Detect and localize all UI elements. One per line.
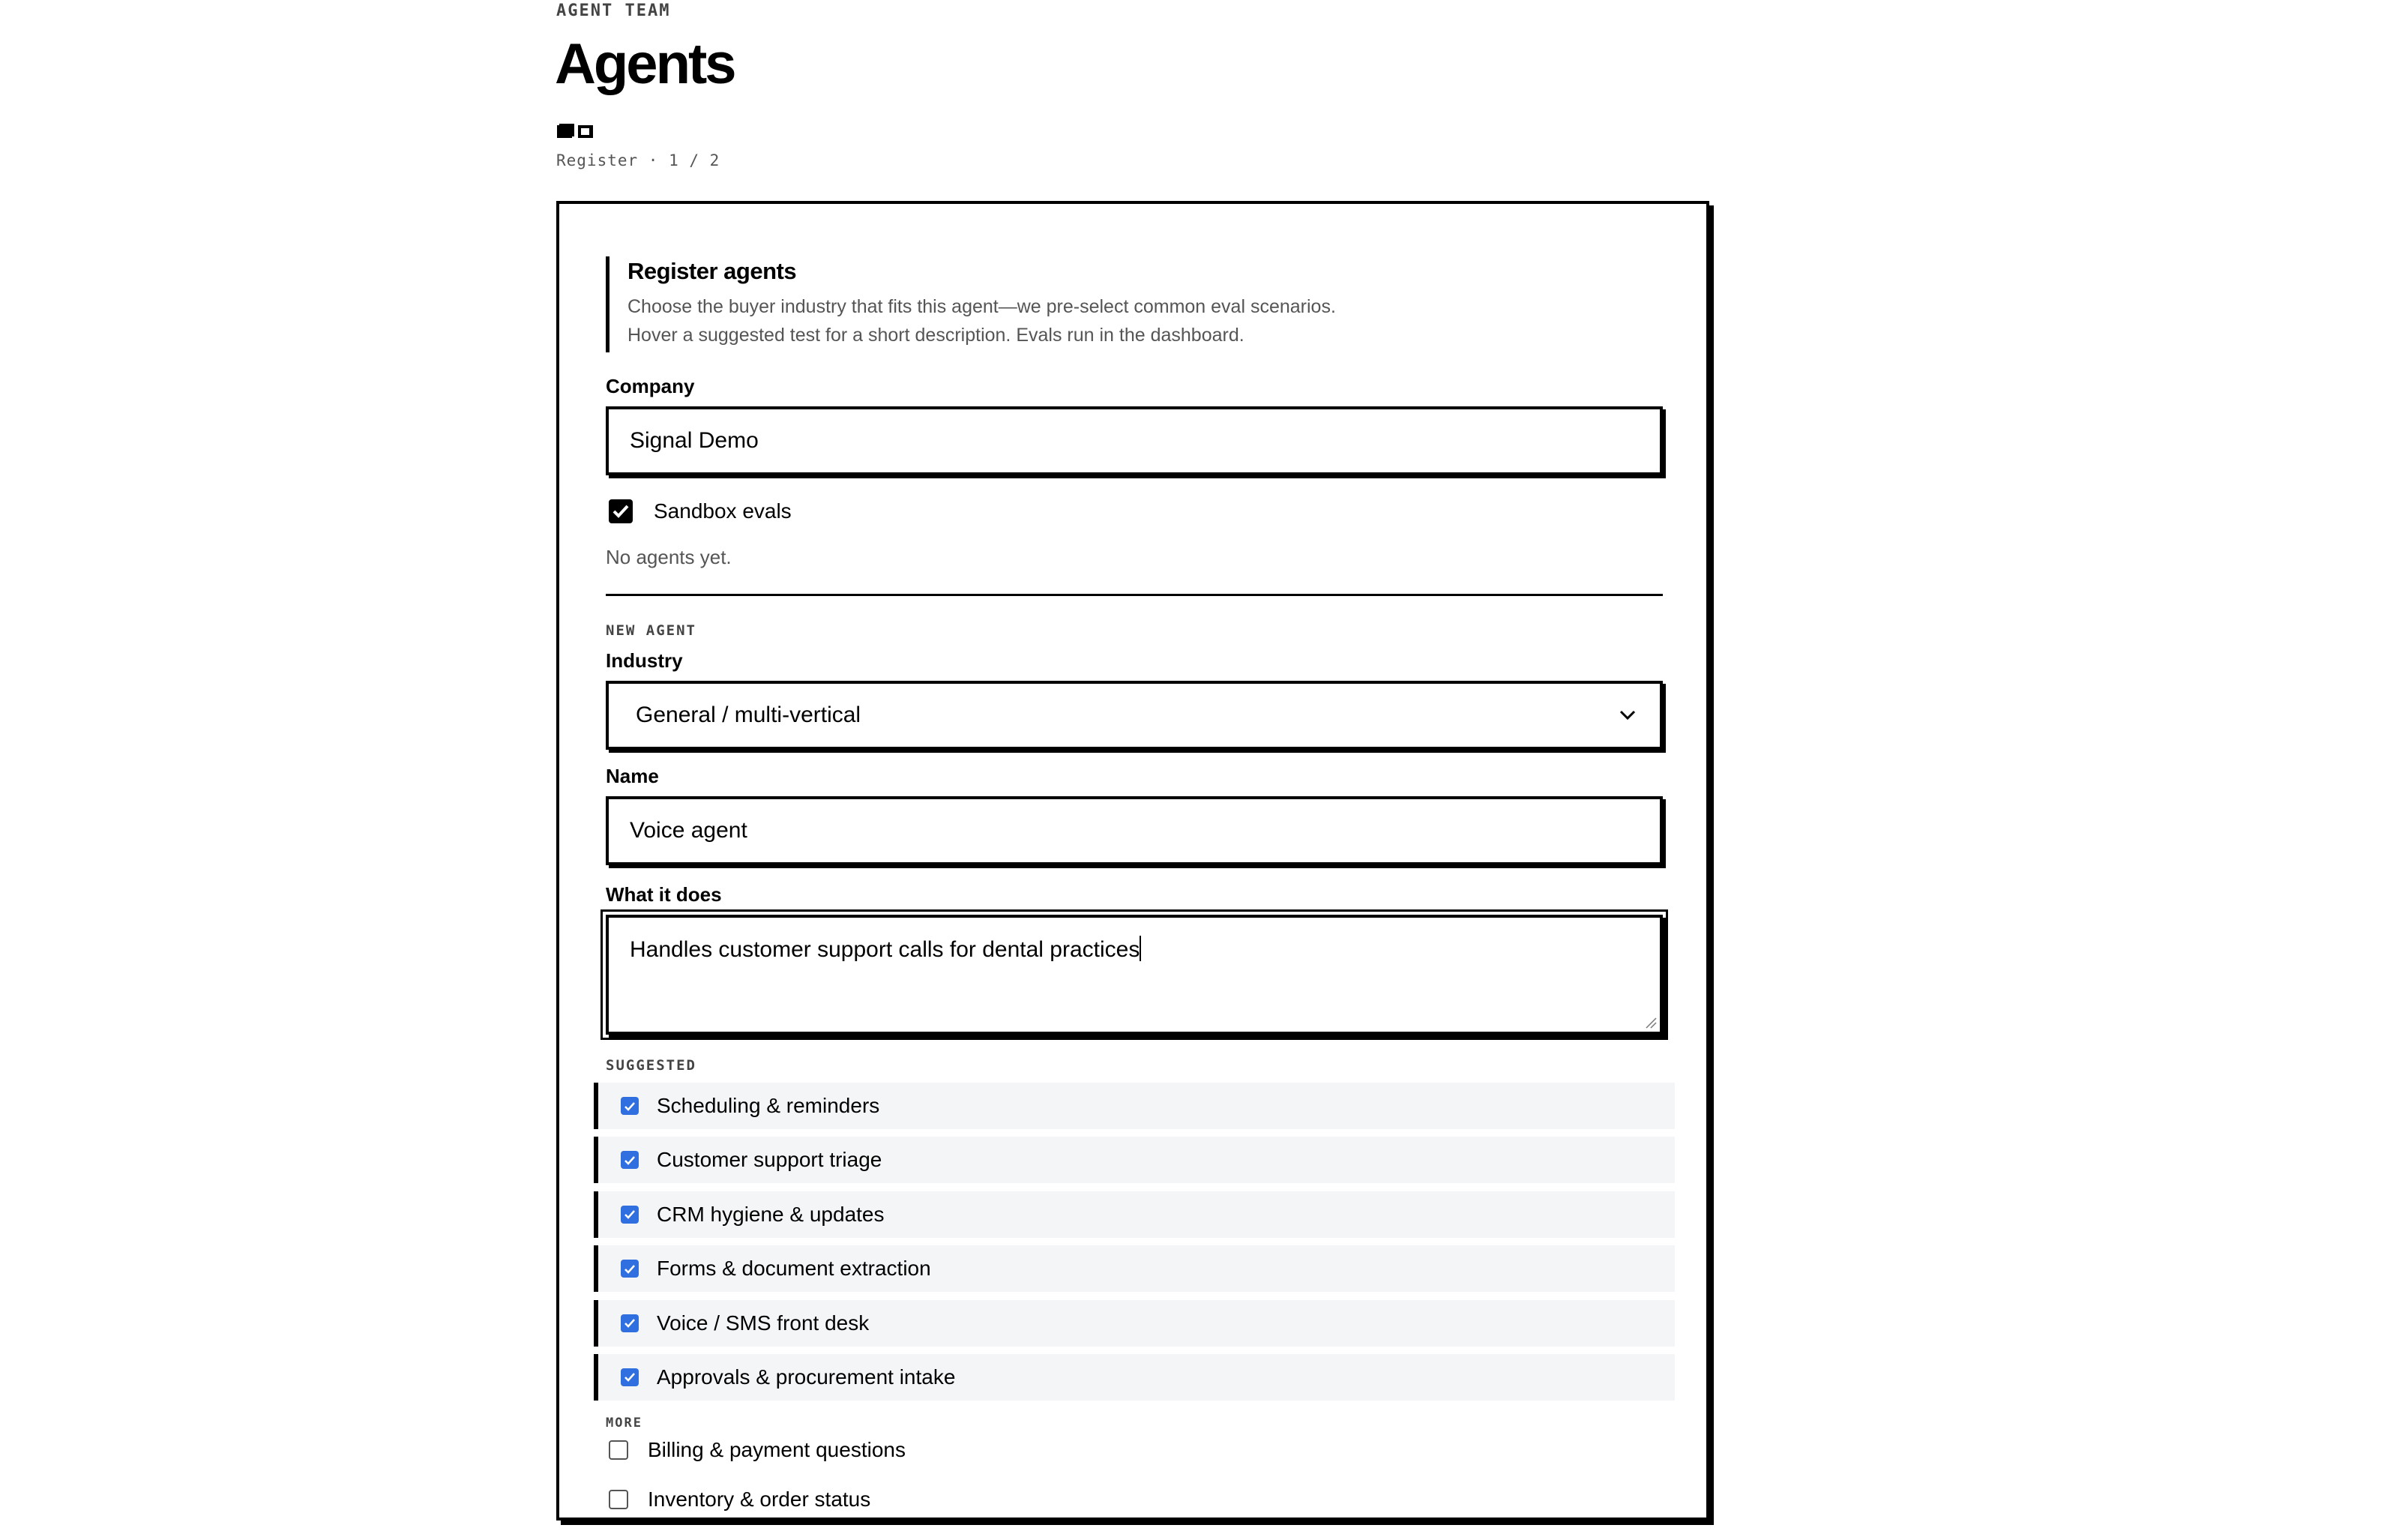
section-divider xyxy=(606,594,1663,596)
company-label: Company xyxy=(606,375,695,397)
industry-label: Industry xyxy=(606,649,683,672)
check-icon xyxy=(612,505,629,518)
suggested-test-label: Approvals & procurement intake xyxy=(657,1365,956,1389)
suggested-test-item[interactable] xyxy=(594,1354,1675,1401)
suggested-test-item[interactable] xyxy=(594,1245,1675,1292)
more-test-item[interactable] xyxy=(609,1432,906,1468)
suggested-test-label: Customer support triage xyxy=(657,1148,882,1172)
description-label: What it does xyxy=(606,883,722,906)
company-input[interactable]: Signal Demo xyxy=(606,406,1663,475)
more-test-item[interactable] xyxy=(609,1482,906,1518)
check-icon xyxy=(624,1264,636,1274)
chevron-down-icon xyxy=(1619,710,1636,721)
more-checkbox[interactable] xyxy=(609,1490,628,1509)
suggested-test-item[interactable] xyxy=(594,1191,1675,1238)
more-eyebrow: MORE xyxy=(606,1416,642,1431)
suggested-checkbox[interactable] xyxy=(621,1206,639,1224)
suggested-test-item[interactable] xyxy=(594,1083,1675,1129)
page-title: Agents xyxy=(555,32,735,96)
check-icon xyxy=(624,1101,636,1111)
more-test-label: Inventory & order status xyxy=(648,1488,871,1511)
suggested-test-label: CRM hygiene & updates xyxy=(657,1202,885,1226)
industry-selected-value: General / multi-vertical xyxy=(636,703,861,727)
intro-line-2: Hover a suggested test for a short description. Evals run in the dashboard. xyxy=(627,325,1244,346)
suggested-test-label: Forms & document extraction xyxy=(657,1257,931,1281)
description-textarea[interactable] xyxy=(606,915,1663,1035)
suggested-test-label: Scheduling & reminders xyxy=(657,1094,880,1117)
more-test-label: Billing & payment questions xyxy=(648,1438,906,1461)
text-caret xyxy=(1140,936,1141,961)
suggested-checkbox[interactable] xyxy=(621,1368,639,1386)
sandbox-label: Sandbox evals xyxy=(654,499,792,523)
agent-name-input[interactable]: Voice agent xyxy=(606,796,1663,865)
intro-line-1: Choose the buyer industry that fits this agent—we pre-select common eval scenarios. xyxy=(627,296,1336,317)
description-text: Handles customer support calls for dental practices xyxy=(630,937,1140,962)
suggested-checkbox[interactable] xyxy=(621,1097,639,1115)
check-icon xyxy=(624,1155,636,1165)
suggested-test-item[interactable] xyxy=(594,1300,1675,1347)
suggested-test-item[interactable] xyxy=(594,1137,1675,1183)
suggested-checkbox[interactable] xyxy=(621,1151,639,1169)
sandbox-checkbox[interactable] xyxy=(609,499,633,523)
resize-grip-icon[interactable] xyxy=(1645,1017,1657,1029)
industry-select[interactable] xyxy=(606,681,1663,750)
new-agent-eyebrow: NEW AGENT xyxy=(606,622,696,639)
check-icon xyxy=(624,1209,636,1219)
logo-icon xyxy=(556,123,595,139)
suggested-tests-list xyxy=(594,1083,1675,1408)
page-eyebrow: AGENT TEAM xyxy=(556,1,671,20)
step-indicator: Register · 1 / 2 xyxy=(556,151,720,169)
intro-block xyxy=(606,256,1505,352)
suggested-test-label: Voice / SMS front desk xyxy=(657,1311,870,1335)
more-checkbox[interactable] xyxy=(609,1440,628,1460)
intro-title: Register agents xyxy=(627,258,797,284)
suggested-checkbox[interactable] xyxy=(621,1314,639,1332)
check-icon xyxy=(624,1318,636,1328)
name-label: Name xyxy=(606,765,659,787)
register-card xyxy=(556,201,1709,1521)
suggested-eyebrow: SUGGESTED xyxy=(606,1057,696,1074)
check-icon xyxy=(624,1372,636,1382)
suggested-checkbox[interactable] xyxy=(621,1260,639,1278)
intro-description xyxy=(627,292,1505,349)
more-tests-list xyxy=(609,1432,906,1531)
empty-agents-text: No agents yet. xyxy=(606,546,732,568)
sandbox-evals-toggle[interactable] xyxy=(609,499,792,523)
